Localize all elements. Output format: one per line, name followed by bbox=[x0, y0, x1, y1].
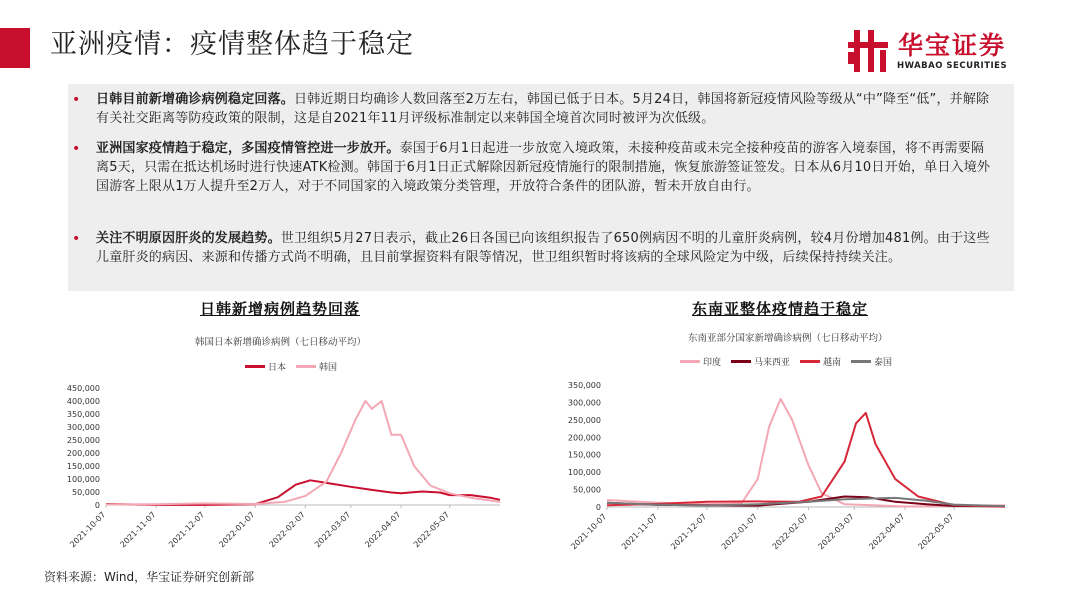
x-tick-label: 2021-11-07 bbox=[619, 512, 660, 552]
x-tick-label: 2022-03-07 bbox=[313, 510, 353, 550]
legend-label: 马来西亚 bbox=[754, 358, 791, 368]
x-tick-label: 2022-01-07 bbox=[719, 512, 760, 552]
legend-label: 日本 bbox=[268, 363, 287, 373]
bullet-heading: 日韩目前新增确诊病例稳定回落。 bbox=[96, 92, 295, 107]
bullet-marker: • bbox=[72, 141, 81, 157]
bullet-marker: • bbox=[72, 231, 81, 247]
source-note: 资料来源：Wind，华宝证券研究创新部 bbox=[44, 570, 255, 584]
y-tick-label: 50,000 bbox=[72, 488, 100, 497]
y-tick-label: 0 bbox=[595, 503, 601, 512]
y-tick-label: 150,000 bbox=[567, 450, 601, 460]
legend-swatch bbox=[680, 360, 700, 363]
chart-heading-japan-korea: 日韩新增病例趋势回落 bbox=[200, 300, 361, 318]
x-tick-label: 2022-05-07 bbox=[916, 512, 956, 552]
legend-item bbox=[245, 360, 286, 373]
chart-title-southeast-asia: 东南亚部分国家新增确诊病例（七日移动平均） bbox=[688, 333, 888, 344]
legend-label: 越南 bbox=[823, 358, 842, 368]
series-line-韩国 bbox=[106, 401, 500, 505]
y-tick-label: 0 bbox=[94, 501, 100, 510]
x-tick-label: 2022-05-07 bbox=[411, 510, 452, 550]
x-tick-label: 2021-10-07 bbox=[68, 510, 108, 550]
x-tick-label: 2021-11-07 bbox=[118, 510, 158, 550]
y-tick-label: 200,000 bbox=[66, 449, 100, 458]
y-tick-label: 300,000 bbox=[66, 423, 100, 432]
x-tick-label: 2022-03-07 bbox=[816, 512, 856, 552]
legend-swatch bbox=[851, 360, 871, 363]
legend-item bbox=[680, 355, 721, 368]
chart-southeast-asia bbox=[545, 375, 1015, 560]
bullet-paragraph-2 bbox=[96, 139, 996, 196]
chart-title-japan-korea: 韩国日本新增确诊病例（七日移动平均） bbox=[195, 337, 367, 348]
legend-swatch bbox=[800, 360, 820, 363]
legend-item bbox=[731, 355, 790, 368]
x-tick-label: 2022-02-07 bbox=[267, 510, 307, 550]
bullet-heading: 亚洲国家疫情趋于稳定，多国疫情管控进一步放开。 bbox=[96, 141, 400, 156]
page-title: 亚洲疫情：疫情整体趋于稳定 bbox=[50, 29, 414, 60]
legend-item bbox=[851, 355, 892, 368]
title-accent-bar bbox=[0, 28, 30, 68]
legend-swatch bbox=[731, 360, 751, 363]
y-tick-label: 300,000 bbox=[567, 398, 601, 408]
x-tick-label: 2022-02-07 bbox=[770, 512, 810, 552]
summary-panel bbox=[68, 84, 1014, 291]
chart-legend-japan-korea bbox=[245, 360, 337, 373]
y-tick-label: 350,000 bbox=[567, 381, 601, 390]
chart-legend-southeast-asia bbox=[680, 355, 892, 368]
y-tick-label: 250,000 bbox=[567, 415, 601, 425]
x-tick-label: 2022-04-07 bbox=[363, 510, 403, 550]
series-line-印度 bbox=[607, 399, 1005, 507]
y-tick-label: 200,000 bbox=[567, 433, 601, 443]
company-logo bbox=[848, 28, 1048, 74]
y-tick-label: 400,000 bbox=[66, 397, 100, 406]
chart-japan-korea bbox=[50, 378, 510, 563]
bullet-heading: 关注不明原因肝炎的发展趋势。 bbox=[96, 231, 281, 246]
chart-heading-southeast-asia: 东南亚整体疫情趋于稳定 bbox=[692, 300, 869, 318]
bullet-marker: • bbox=[72, 92, 81, 108]
legend-item bbox=[296, 360, 337, 373]
x-tick-label: 2021-10-07 bbox=[569, 512, 609, 552]
logo-chinese-name: 华宝证券 bbox=[898, 31, 1007, 60]
bullet-paragraph-1 bbox=[96, 90, 996, 128]
legend-item bbox=[800, 355, 841, 368]
bullet-text: 世卫组织5月27日表示，截止26日各国已向该组织报告了650例病因不明的儿童肝炎病例，较4月份增加481例。由于这些儿童肝炎的病因、来源和传播方式尚不明确，且目前掌握资料有限等情况，世卫组织暂时将该病的全球风险定为中级，后续保持持续关注。 bbox=[96, 231, 990, 265]
y-tick-label: 250,000 bbox=[66, 436, 100, 445]
logo-english-name: HWABAO SECURITIES bbox=[897, 61, 1008, 71]
x-tick-label: 2022-01-07 bbox=[217, 510, 257, 550]
y-tick-label: 350,000 bbox=[66, 410, 100, 419]
bullet-text: 泰国于6月1日起进一步放宽入境政策，未接种疫苗或未完全接种疫苗的游客入境泰国，将不再需要隔离5天，只需在抵达机场时进行快速ATK检测。韩国于6月1日正式解除因新冠疫情施行的限制措施，恢复旅游签证签发。日本从6月10日开始，单日入境外国游客上限从1万人提升至2万人，对于不同国家的入境政策分类管理，开放符合条件的团队游，暂未开放自由行。 bbox=[96, 141, 991, 194]
y-tick-label: 450,000 bbox=[66, 384, 100, 393]
legend-label: 印度 bbox=[703, 358, 722, 368]
y-tick-label: 150,000 bbox=[66, 462, 100, 471]
legend-swatch bbox=[245, 365, 265, 368]
legend-swatch bbox=[296, 365, 316, 368]
bullet-text: 日韩近期日均确诊人数回落至2万左右，韩国已低于日本。5月24日，韩国将新冠疫情风险等级从“中”降至“低”，并解除有关社交距离等防疫政策的限制，这是自2021年11月评级标准制定以来韩国全境首次同时被评为次低级。 bbox=[96, 92, 990, 126]
series-line-日本 bbox=[106, 480, 500, 505]
logo-mark-icon bbox=[848, 28, 892, 74]
y-tick-label: 50,000 bbox=[573, 485, 601, 495]
legend-label: 韩国 bbox=[319, 363, 338, 373]
bullet-paragraph-3 bbox=[96, 229, 996, 267]
x-tick-label: 2021-12-07 bbox=[167, 510, 207, 550]
x-tick-label: 2022-04-07 bbox=[867, 512, 907, 552]
y-tick-label: 100,000 bbox=[66, 475, 100, 484]
x-tick-label: 2021-12-07 bbox=[669, 512, 709, 552]
legend-label: 泰国 bbox=[874, 358, 893, 368]
y-tick-label: 100,000 bbox=[567, 468, 601, 478]
